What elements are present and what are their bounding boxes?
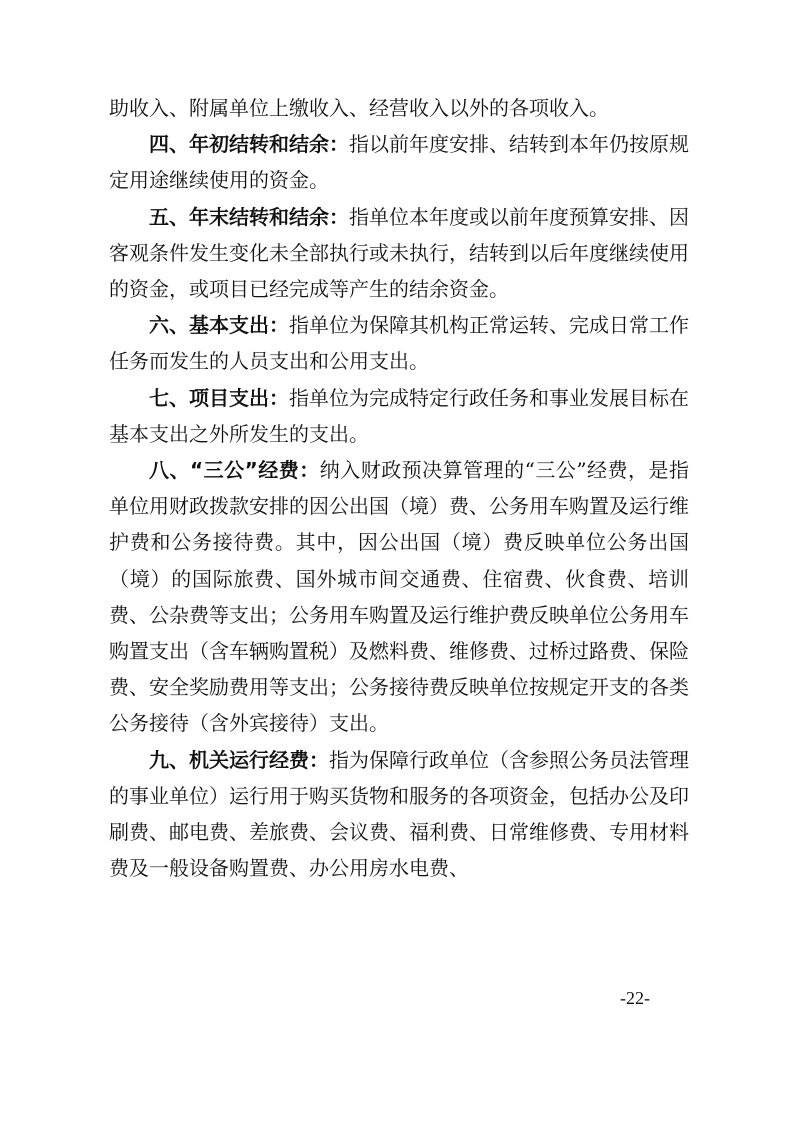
page-number: -22- bbox=[620, 988, 650, 1008]
paragraph-term: 七、项目支出： bbox=[149, 385, 289, 410]
document-body bbox=[109, 90, 689, 886]
paragraph-term: 六、基本支出： bbox=[149, 313, 289, 338]
paragraph-agency-operating-funds bbox=[109, 742, 689, 887]
paragraph-text: 助收入、附属单位上缴收入、经营收入以外的各项收入。 bbox=[109, 96, 609, 120]
paragraph-term: 八、“三公”经费： bbox=[149, 458, 320, 483]
paragraph-year-start-carryover bbox=[109, 126, 689, 198]
paragraph-project-expenditure bbox=[109, 380, 689, 452]
paragraph-text: 指以前年度安排、结转到本年仍按原规定用途继续使用的资金。 bbox=[109, 132, 689, 193]
paragraph-text: 指单位为完成特定行政任务和事业发展目标在基本支出之外所发生的支出。 bbox=[109, 385, 689, 446]
paragraph-continuation bbox=[109, 90, 689, 126]
paragraph-three-public-expenses bbox=[109, 452, 689, 742]
paragraph-text: 指为保障行政单位（含参照公务员法管理的事业单位）运行用于购买货物和服务的各项资金，包括办公及印刷费、邮电费、差旅费、会议费、福利费、日常维修费、专用材料费及一般设备购置费、办公用房水电费、 bbox=[109, 747, 689, 881]
paragraph-year-end-carryover bbox=[109, 199, 689, 308]
paragraph-basic-expenditure bbox=[109, 307, 689, 379]
paragraph-term: 四、年初结转和结余： bbox=[149, 132, 349, 157]
paragraph-term: 九、机关运行经费： bbox=[149, 747, 329, 772]
paragraph-text: 纳入财政预决算管理的“三公”经费，是指单位用财政拨款安排的因公出国（境）费、公务用车购置及运行维护费和公务接待费。其中，因公出国（境）费反映单位公务出国（境）的国际旅费、国外城市间交通费、住宿费、伙食费、培训费、公杂费等支出；公务用车购置及运行维护费反映单位公务用车购置支出（含车辆购置税）及燃料费、维修费、过桥过路费、保险费、安全奖励费用等支出；公务接待费反映单位按规定开支的各类公务接待（含外宾接待）支出。 bbox=[109, 458, 690, 736]
paragraph-term: 五、年末结转和结余： bbox=[149, 204, 349, 229]
paragraph-text: 指单位为保障其机构正常运转、完成日常工作任务而发生的人员支出和公用支出。 bbox=[109, 313, 689, 374]
paragraph-text: 指单位本年度或以前年度预算安排、因客观条件发生变化未全部执行或未执行，结转到以后年度继续使用的资金，或项目已经完成等产生的结余资金。 bbox=[109, 204, 689, 302]
